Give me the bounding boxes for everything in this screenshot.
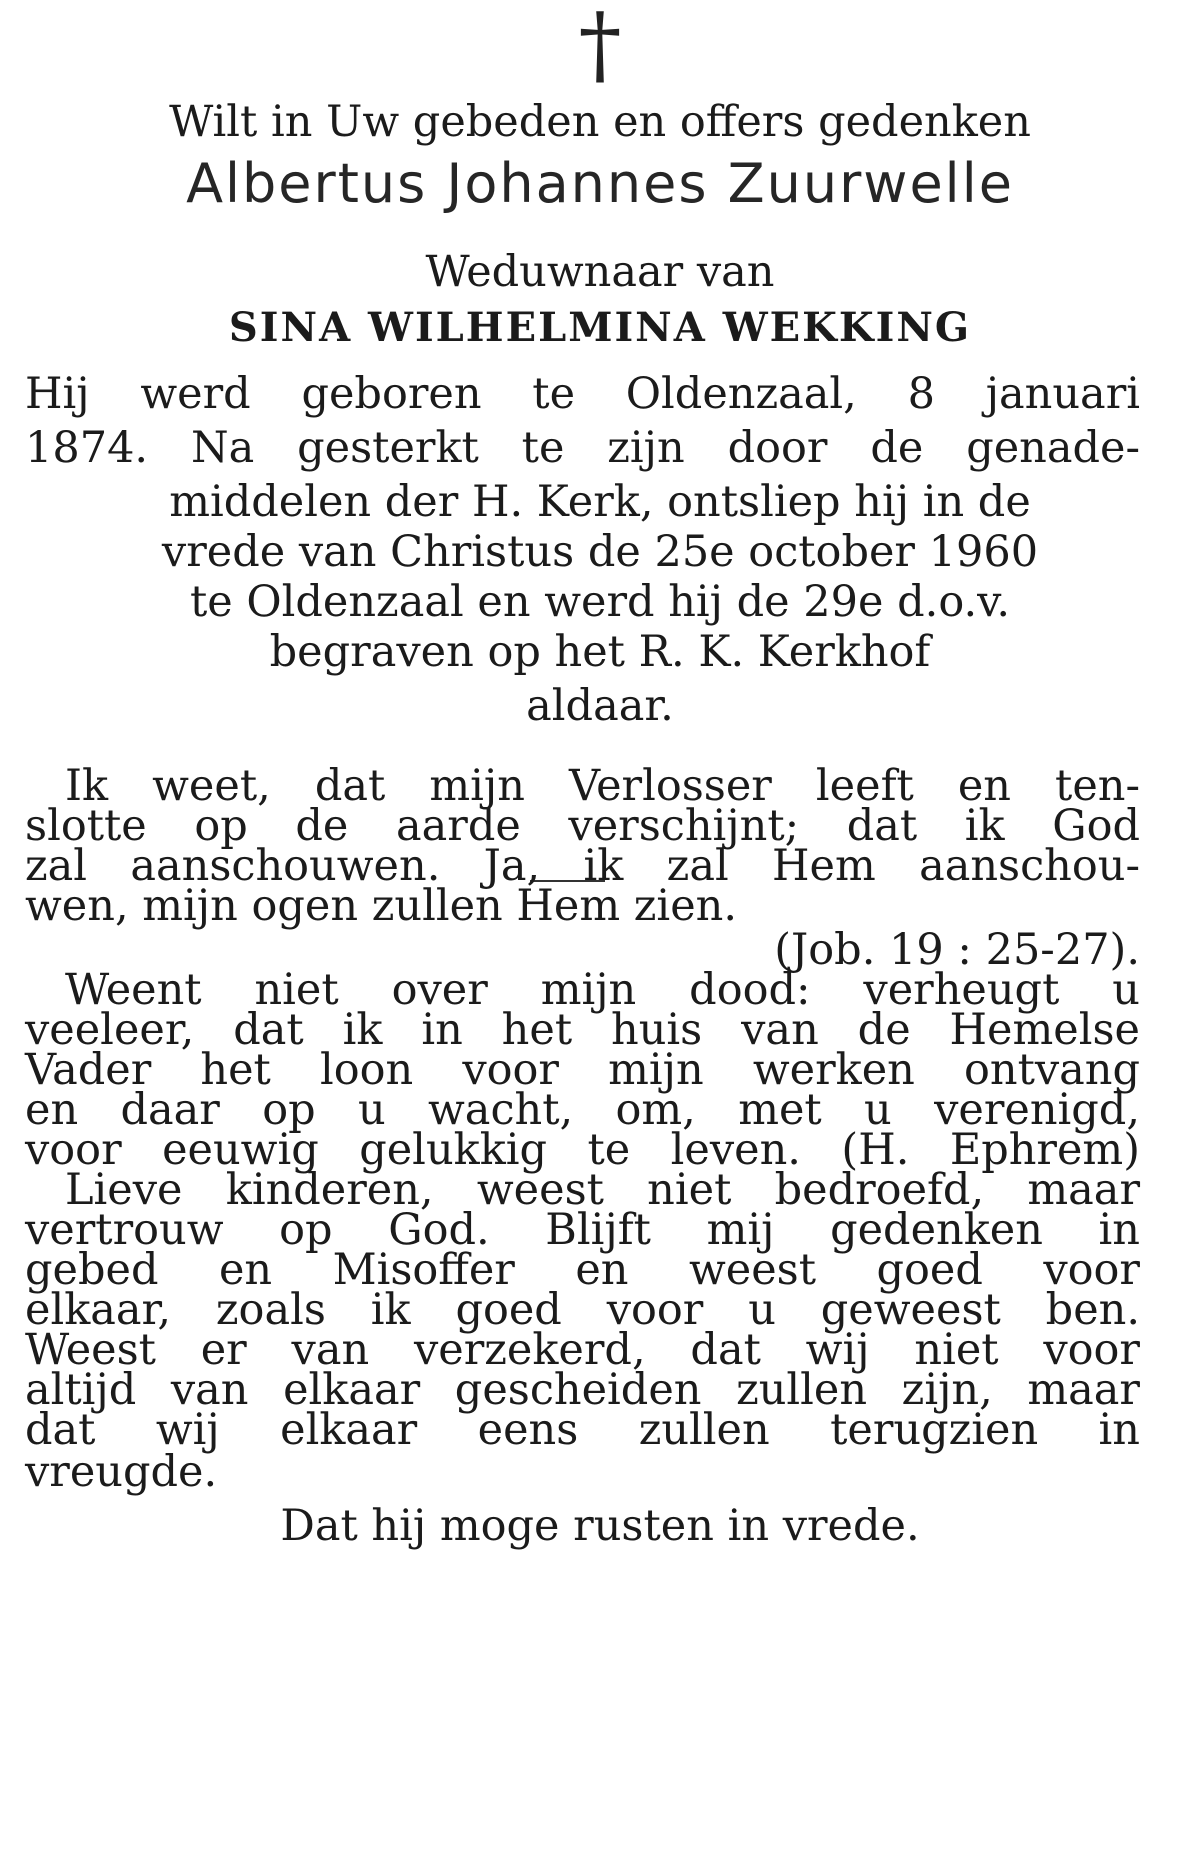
children-line: dat wij elkaar eens zullen terugzien in [25,1405,1140,1455]
children-line: elkaar, zoals ik goed voor u geweest ben. [25,1285,1140,1335]
bio-line: te Oldenzaal en werd hij de 29e d.o.v. [189,577,1010,627]
ephrem-quote-line: veeleer, dat ik in het huis van de Hemelse [25,1005,1140,1055]
widower-of: Weduwnaar van [425,247,775,297]
job-quote-ref: (Job. 19 : 25-27). [774,925,1140,975]
cross-icon: † [578,0,622,95]
intro-line: Wilt in Uw gebeden en offers gedenken [169,97,1031,147]
bio-line: middelen der H. Kerk, ontsliep hij in de [169,477,1031,527]
bio-line: begraven op het R. K. Kerkhof [269,627,931,677]
children-line: gebed en Misoffer en weest goed voor [25,1245,1140,1295]
children-line: Weest er van verzekerd, dat wij niet voor [25,1325,1140,1375]
children-line: vertrouw op God. Blijft mij gedenken in [25,1205,1140,1255]
spouse-name: SINA WILHELMINA WEKKING [228,304,972,351]
ephrem-quote-line: Weent niet over mijn dood: verheugt u [65,965,1140,1015]
deceased-name: Albertus Johannes Zuurwelle [186,152,1014,215]
job-quote-line: Ik weet, dat mijn Verlosser leeft en ten- [65,761,1140,811]
bio-line: 1874. Na gesterkt te zijn door de genade- [25,423,1140,473]
ephrem-quote-line: Vader het loon voor mijn werken ontvang [25,1045,1140,1095]
closing-line: Dat hij moge rusten in vrede. [280,1501,920,1551]
bio-line: Hij werd geboren te Oldenzaal, 8 januari [25,369,1140,419]
job-quote-line: slotte op de aarde verschijnt; dat ik God [25,801,1140,851]
ephrem-quote-line: voor eeuwig gelukkig te leven. (H. Ephrem) [25,1125,1140,1175]
children-line: vreugde. [25,1447,218,1497]
job-quote-line: wen, mijn ogen zullen Hem zien. [25,881,737,931]
ephrem-quote-line: en daar op u wacht, om, met u verenigd, [25,1085,1140,1135]
children-line: Lieve kinderen, weest niet bedroefd, maar [65,1165,1140,1215]
children-line: altijd van elkaar gescheiden zullen zijn, maar [25,1365,1140,1415]
bio-line: aldaar. [526,681,674,731]
bio-line: vrede van Christus de 25e october 1960 [161,527,1039,577]
job-quote-line: zal aanschouwen. Ja, ik zal Hem aanschou- [25,841,1140,891]
